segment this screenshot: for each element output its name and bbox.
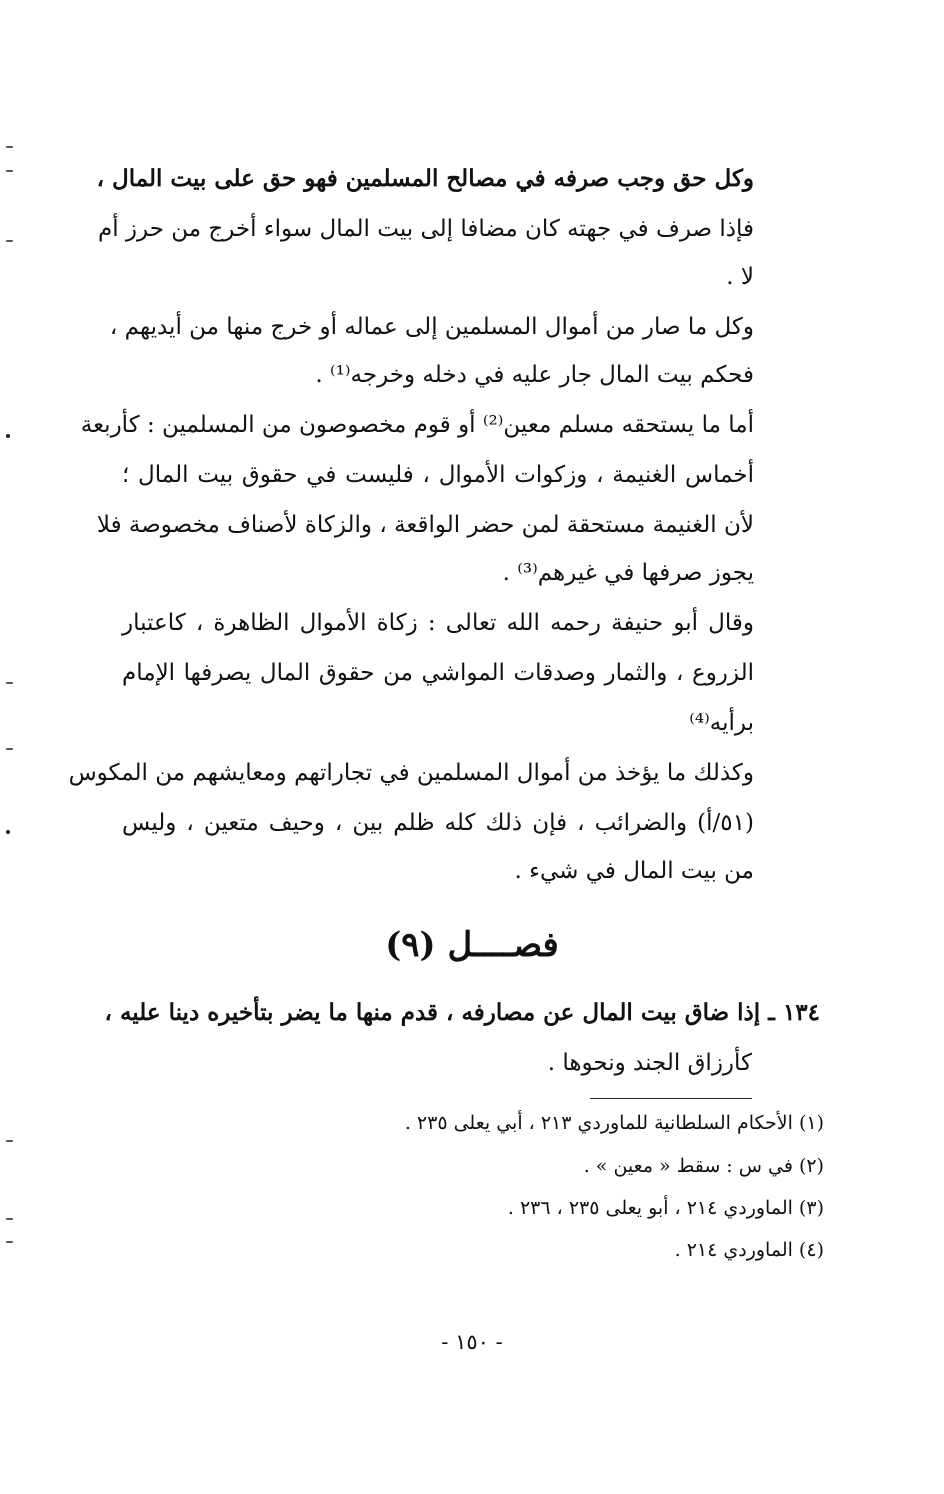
item-line: ١٣٤ ـ إذا ضاق بيت المال عن مصارفه ، قدم منها ما يضر بتأخيره دينا عليه ،: [104, 999, 820, 1026]
text-line: أخماس الغنيمة ، وزكوات الأموال ، فليست في حقوق بيت المال ؛: [122, 462, 754, 488]
footnote: (٤) الماوردي ٢١٤ .: [674, 1239, 824, 1261]
text-line: برأيه⁽⁴⁾: [689, 710, 754, 736]
text-line: (٥١/أ) والضرائب ، فإن ذلك كله ظلم بين ، وحيف متعين ، وليس: [122, 810, 754, 836]
text-line: وكل ما صار من أموال المسلمين إلى عماله أو خرج منها من أيديهم ،: [109, 314, 754, 340]
text-line: لأن الغنيمة مستحقة لمن حضر الواقعة ، والزكاة لأصناف مخصوصة فلا: [96, 512, 754, 538]
text-line: من بيت المال في شيء .: [514, 858, 754, 884]
text-line: فإذا صرف في جهته كان مضافا إلى بيت المال سواء أخرج من حرز أم: [97, 216, 754, 242]
footnote: (١) الأحكام السلطانية للماوردي ٢١٣ ، أبي يعلى ٢٣٥ .: [404, 1112, 824, 1134]
margin-dot: [6, 830, 10, 834]
margin-mark: [6, 682, 13, 684]
text-line: وكل حق وجب صرفه في مصالح المسلمين فهو حق على بيت المال ،: [96, 165, 754, 192]
text-line: أما ما يستحقه مسلم معين⁽²⁾ أو قوم مخصوصون من المسلمين : كأربعة: [80, 412, 754, 438]
margin-mark: [6, 240, 13, 242]
margin-mark: [6, 146, 13, 148]
text-line: الزروع ، والثمار وصدقات المواشي من حقوق المال يصرفها الإمام: [122, 660, 754, 686]
text-line: يجوز صرفها في غيرهم⁽³⁾ .: [502, 560, 754, 586]
margin-mark: [6, 1241, 13, 1243]
page-number: - ١٥٠ -: [441, 1330, 503, 1354]
margin-mark: [6, 170, 13, 172]
text-line: فحكم بيت المال جار عليه في دخله وخرجه⁽¹⁾ .: [315, 362, 754, 388]
footnote-divider: [590, 1098, 752, 1099]
footnote: (٣) الماوردي ٢١٤ ، أبو يعلى ٢٣٥ ، ٢٣٦ .: [507, 1197, 824, 1219]
margin-marks: [0, 0, 30, 1494]
item-line: كأرزاق الجند ونحوها .: [547, 1050, 752, 1076]
margin-mark: [6, 1140, 13, 1142]
footnote: (٢) في س : سقط « معين » .: [583, 1155, 824, 1177]
text-line: وكذلك ما يؤخذ من أموال المسلمين في تجاراتهم ومعايشهم من المكوس: [68, 760, 754, 786]
text-line: وقال أبو حنيفة رحمه الله تعالى : زكاة الأموال الظاهرة ، كاعتبار: [122, 610, 754, 636]
section-title: فصــــل (٩): [385, 925, 559, 965]
text-line: لا .: [726, 264, 754, 290]
numbered-item: [68, 0, 820, 1100]
margin-mark: [6, 748, 13, 750]
margin-mark: [6, 1218, 13, 1220]
margin-dot: [6, 434, 10, 438]
